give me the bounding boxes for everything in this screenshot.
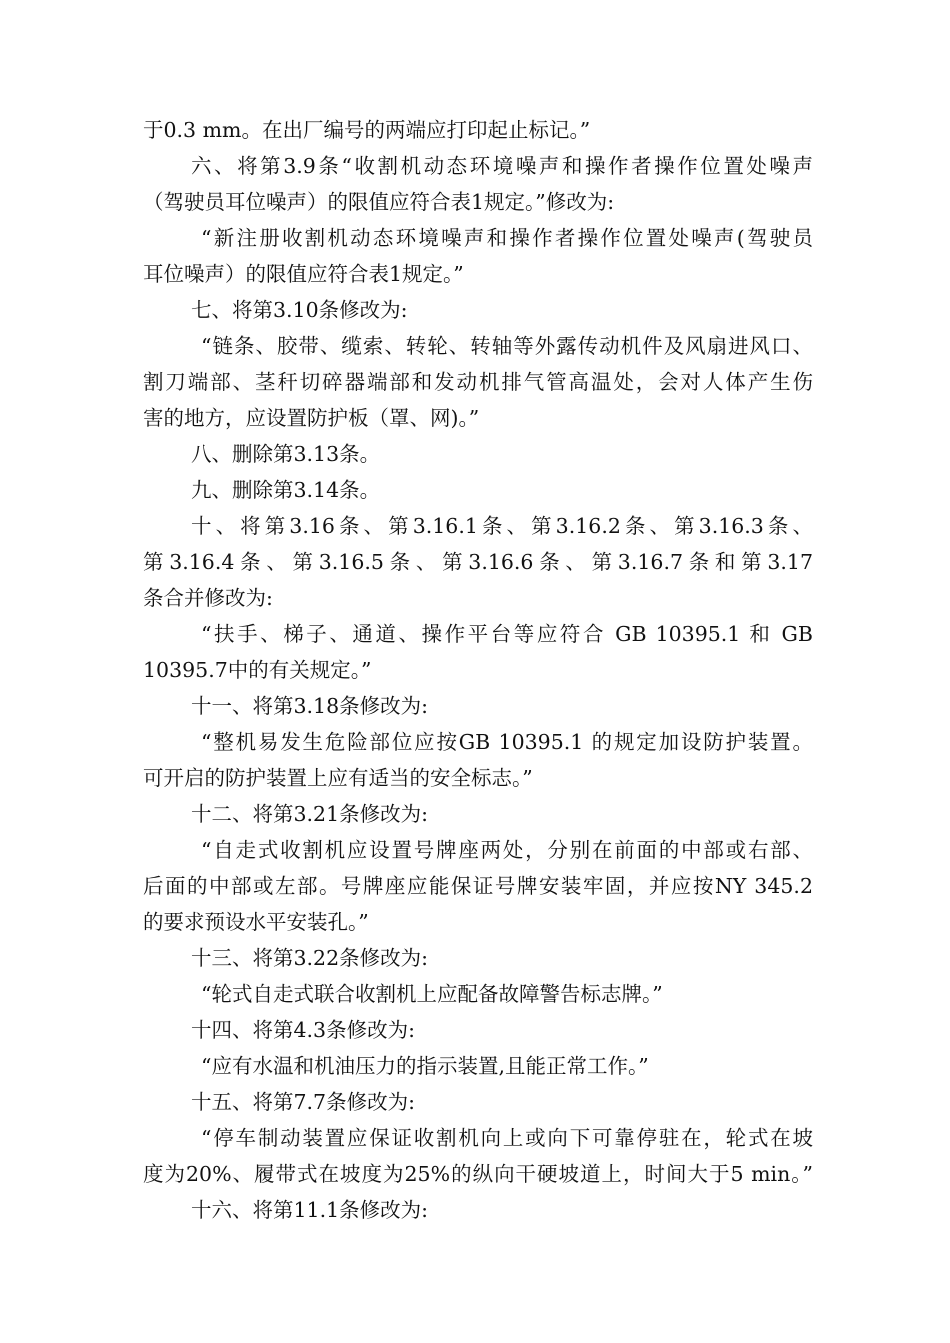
text-line-21: “自走式收割机应设置号牌座两处，分别在前面的中部或右部、 <box>201 838 813 862</box>
text-line-22: 后面的中部或左部。号牌座应能保证号牌安装牢固，并应按NY 345.2 <box>143 874 813 898</box>
text-line-20: 十二、将第3.21条修改为: <box>191 802 429 826</box>
text-line-11: 九、删除第3.14条。 <box>191 478 381 502</box>
text-line-2: 六、将第3.9条“收割机动态环境噪声和操作者操作位置处噪声 <box>191 154 813 178</box>
text-line-5: 耳位噪声）的限值应符合表1规定。” <box>143 262 464 286</box>
text-line-25: “轮式自走式联合收割机上应配备故障警告标志牌。” <box>201 982 663 1006</box>
text-line-6: 七、将第3.10条修改为: <box>191 298 408 322</box>
document-body <box>143 112 813 1228</box>
text-line-24: 十三、将第3.22条修改为: <box>191 946 429 970</box>
text-line-18: “整机易发生危险部位应按GB 10395.1 的规定加设防护装置。 <box>201 730 813 754</box>
text-line-16: 10395.7中的有关规定。” <box>143 658 372 682</box>
text-line-12: 十、将第3.16条、第3.16.1条、第3.16.2条、第3.16.3条、 <box>191 514 813 538</box>
text-line-29: “停车制动装置应保证收割机向上或向下可靠停驻在，轮式在坡 <box>201 1126 813 1150</box>
text-line-13: 第3.16.4条、第3.16.5条、第3.16.6条、第3.16.7条和第3.17 <box>143 550 813 574</box>
text-line-27: “应有水温和机油压力的指示装置,且能正常工作。” <box>201 1054 649 1078</box>
text-line-4: “新注册收割机动态环境噪声和操作者操作位置处噪声(驾驶员 <box>201 226 813 250</box>
text-line-28: 十五、将第7.7条修改为: <box>191 1090 416 1114</box>
text-line-9: 害的地方，应设置防护板（罩、网)。” <box>143 406 480 430</box>
text-line-7: “链条、胶带、缆索、转轮、转轴等外露传动机件及风扇进风口、 <box>201 334 813 358</box>
text-line-3: （驾驶员耳位噪声）的限值应符合表1规定。”修改为: <box>143 190 615 214</box>
text-line-10: 八、删除第3.13条。 <box>191 442 381 466</box>
text-line-8: 割刀端部、茎秆切碎器端部和发动机排气管高温处，会对人体产生伤 <box>143 370 813 394</box>
text-line-17: 十一、将第3.18条修改为: <box>191 694 429 718</box>
text-line-31: 十六、将第11.1条修改为: <box>191 1198 429 1222</box>
text-line-30: 度为20%、履带式在坡度为25%的纵向干硬坡道上，时间大于5 min。” <box>143 1162 813 1186</box>
text-line-15: “扶手、梯子、通道、操作平台等应符合 GB 10395.1 和 GB <box>201 622 813 646</box>
text-line-26: 十四、将第4.3条修改为: <box>191 1018 416 1042</box>
text-line-19: 可开启的防护装置上应有适当的安全标志。” <box>143 766 533 790</box>
text-line-14: 条合并修改为: <box>143 586 273 610</box>
text-line-1: 于0.3 mm。在出厂编号的两端应打印起止标记。” <box>143 118 591 142</box>
text-line-23: 的要求预设水平安装孔。” <box>143 910 369 934</box>
